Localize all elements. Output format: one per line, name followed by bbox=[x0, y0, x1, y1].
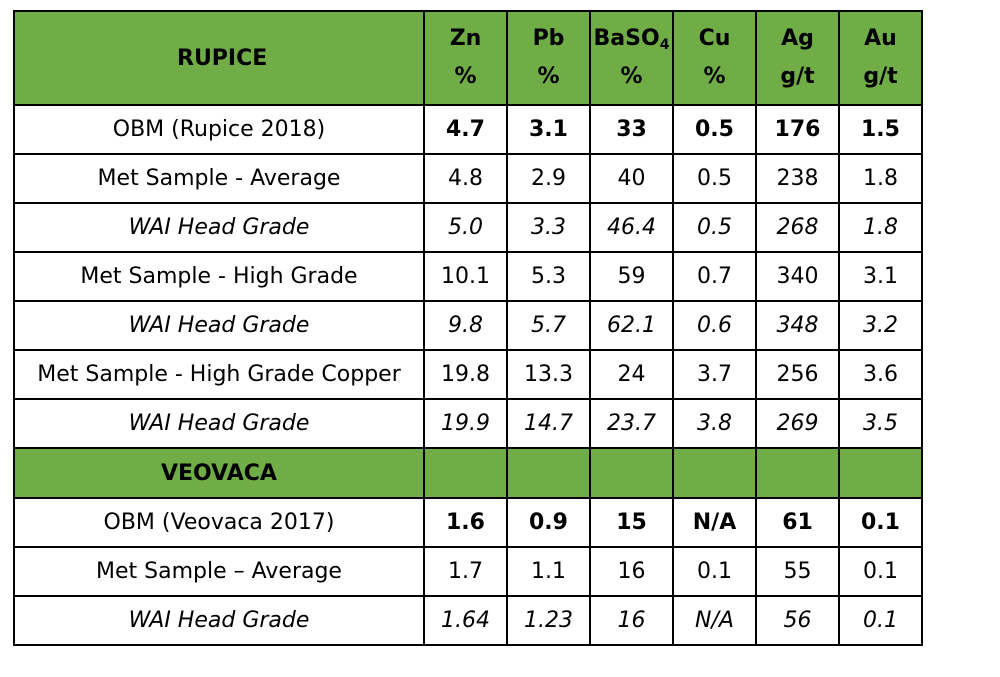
cell-pb: 1.1 bbox=[507, 547, 590, 596]
row-label: WAI Head Grade bbox=[14, 301, 424, 350]
cell-pb: 14.7 bbox=[507, 399, 590, 448]
row-label: WAI Head Grade bbox=[14, 596, 424, 645]
cell-ag: 348 bbox=[756, 301, 839, 350]
cell-pb: 0.9 bbox=[507, 498, 590, 547]
header-ag bbox=[756, 11, 839, 105]
cell-cu: 0.6 bbox=[673, 301, 756, 350]
cell-pb: 13.3 bbox=[507, 350, 590, 399]
header-ag-unit: g/t bbox=[780, 64, 815, 89]
cell-baso4: 46.4 bbox=[590, 203, 673, 252]
row-label: WAI Head Grade bbox=[14, 399, 424, 448]
cell-baso4: 15 bbox=[590, 498, 673, 547]
cell-au: 1.5 bbox=[839, 105, 922, 154]
cell-baso4: 23.7 bbox=[590, 399, 673, 448]
row-label: Met Sample - High Grade Copper bbox=[14, 350, 424, 399]
veovaca-section-title: VEOVACA bbox=[14, 448, 424, 498]
table-row bbox=[14, 498, 922, 547]
header-pb bbox=[507, 11, 590, 105]
cell-au: 0.1 bbox=[839, 498, 922, 547]
cell-zn: 1.7 bbox=[424, 547, 507, 596]
cell-au: 3.1 bbox=[839, 252, 922, 301]
cell-pb: 5.3 bbox=[507, 252, 590, 301]
header-zn-element: Zn bbox=[449, 26, 482, 51]
cell-baso4: 62.1 bbox=[590, 301, 673, 350]
empty-cell bbox=[673, 448, 756, 498]
cell-cu: N/A bbox=[673, 596, 756, 645]
empty-cell bbox=[424, 448, 507, 498]
cell-pb: 3.3 bbox=[507, 203, 590, 252]
cell-zn: 5.0 bbox=[424, 203, 507, 252]
cell-cu: 0.7 bbox=[673, 252, 756, 301]
cell-baso4: 33 bbox=[590, 105, 673, 154]
cell-cu: 0.5 bbox=[673, 203, 756, 252]
header-pb-unit: % bbox=[537, 64, 560, 89]
cell-baso4: 16 bbox=[590, 547, 673, 596]
cell-cu: 3.7 bbox=[673, 350, 756, 399]
cell-au: 1.8 bbox=[839, 203, 922, 252]
table-row bbox=[14, 105, 922, 154]
header-cu bbox=[673, 11, 756, 105]
cell-zn: 9.8 bbox=[424, 301, 507, 350]
table-row bbox=[14, 547, 922, 596]
grade-table-container bbox=[13, 10, 923, 646]
empty-cell bbox=[839, 448, 922, 498]
grade-comparison-table bbox=[13, 10, 923, 646]
cell-au: 3.6 bbox=[839, 350, 922, 399]
table-row bbox=[14, 399, 922, 448]
table-row bbox=[14, 596, 922, 645]
header-au-element: Au bbox=[864, 26, 897, 51]
header-baso4-element: BaSO$_4$ bbox=[593, 26, 670, 53]
cell-baso4: 24 bbox=[590, 350, 673, 399]
cell-pb: 1.23 bbox=[507, 596, 590, 645]
veovaca-section-row bbox=[14, 448, 922, 498]
cell-cu: 0.1 bbox=[673, 547, 756, 596]
table-row bbox=[14, 203, 922, 252]
cell-ag: 56 bbox=[756, 596, 839, 645]
cell-baso4: 16 bbox=[590, 596, 673, 645]
header-cu-unit: % bbox=[703, 64, 726, 89]
cell-au: 3.2 bbox=[839, 301, 922, 350]
table-row bbox=[14, 350, 922, 399]
cell-au: 0.1 bbox=[839, 596, 922, 645]
cell-au: 0.1 bbox=[839, 547, 922, 596]
cell-ag: 269 bbox=[756, 399, 839, 448]
cell-zn: 19.8 bbox=[424, 350, 507, 399]
row-label: Met Sample - High Grade bbox=[14, 252, 424, 301]
cell-zn: 4.7 bbox=[424, 105, 507, 154]
cell-ag: 268 bbox=[756, 203, 839, 252]
header-au-unit: g/t bbox=[863, 64, 898, 89]
cell-au: 1.8 bbox=[839, 154, 922, 203]
empty-cell bbox=[590, 448, 673, 498]
cell-zn: 19.9 bbox=[424, 399, 507, 448]
cell-zn: 10.1 bbox=[424, 252, 507, 301]
empty-cell bbox=[507, 448, 590, 498]
cell-cu: 0.5 bbox=[673, 105, 756, 154]
cell-ag: 340 bbox=[756, 252, 839, 301]
cell-pb: 3.1 bbox=[507, 105, 590, 154]
cell-pb: 2.9 bbox=[507, 154, 590, 203]
header-ag-element: Ag bbox=[781, 26, 814, 51]
header-baso4-subscript: 4 bbox=[659, 37, 670, 53]
cell-baso4: 40 bbox=[590, 154, 673, 203]
cell-cu: 3.8 bbox=[673, 399, 756, 448]
cell-au: 3.5 bbox=[839, 399, 922, 448]
table-row bbox=[14, 154, 922, 203]
cell-cu: N/A bbox=[673, 498, 756, 547]
header-zn bbox=[424, 11, 507, 105]
empty-cell bbox=[756, 448, 839, 498]
rupice-section-title: RUPICE bbox=[14, 11, 424, 105]
header-cu-element: Cu bbox=[698, 26, 731, 51]
header-row bbox=[14, 11, 922, 105]
cell-baso4: 59 bbox=[590, 252, 673, 301]
cell-zn: 1.64 bbox=[424, 596, 507, 645]
row-label: OBM (Rupice 2018) bbox=[14, 105, 424, 154]
cell-cu: 0.5 bbox=[673, 154, 756, 203]
table-row bbox=[14, 301, 922, 350]
row-label: OBM (Veovaca 2017) bbox=[14, 498, 424, 547]
row-label: WAI Head Grade bbox=[14, 203, 424, 252]
row-label: Met Sample - Average bbox=[14, 154, 424, 203]
cell-zn: 1.6 bbox=[424, 498, 507, 547]
header-baso4-unit: % bbox=[620, 64, 643, 89]
cell-pb: 5.7 bbox=[507, 301, 590, 350]
cell-ag: 61 bbox=[756, 498, 839, 547]
header-pb-element: Pb bbox=[532, 26, 565, 51]
cell-ag: 176 bbox=[756, 105, 839, 154]
cell-ag: 55 bbox=[756, 547, 839, 596]
header-zn-unit: % bbox=[454, 64, 477, 89]
cell-ag: 238 bbox=[756, 154, 839, 203]
cell-ag: 256 bbox=[756, 350, 839, 399]
cell-zn: 4.8 bbox=[424, 154, 507, 203]
row-label: Met Sample – Average bbox=[14, 547, 424, 596]
header-baso4 bbox=[590, 11, 673, 105]
header-au bbox=[839, 11, 922, 105]
table-row bbox=[14, 252, 922, 301]
